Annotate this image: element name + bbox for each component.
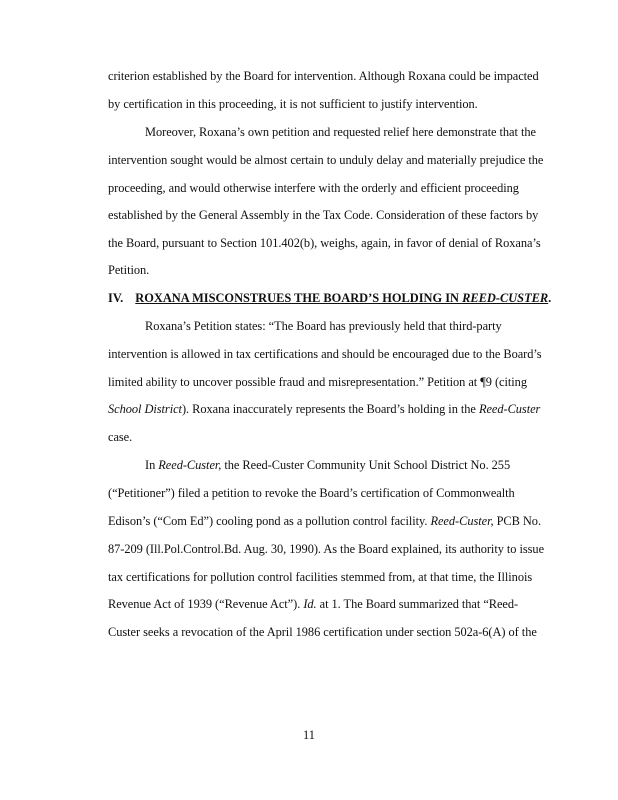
text-line: intervention is allowed in tax certifications and should be encouraged due to the Board’s <box>108 347 542 361</box>
text-line: proceeding, and would otherwise interfere with the orderly and efficient proceeding <box>108 181 519 195</box>
paragraph-start-line: In Reed-Custer, the Reed-Custer Community Unit School District No. 255 <box>145 458 511 472</box>
text-line: (“Petitioner”) filed a petition to revoke the Board’s certification of Commonwealth <box>108 486 515 500</box>
text-line: Revenue Act of 1939 (“Revenue Act”). Id. at 1. The Board summarized that “Reed- <box>108 597 519 611</box>
text-line: the Board, pursuant to Section 101.402(b), weighs, again, in favor of denial of Roxana’s <box>108 236 541 250</box>
text-line: case. <box>108 430 133 444</box>
text-line: Edison’s (“Com Ed”) cooling pond as a pollution control facility. Reed-Custer, PCB No. <box>108 514 541 528</box>
text-line: intervention sought would be almost certain to unduly delay and materially prejudice the <box>108 153 544 167</box>
text-line: limited ability to uncover possible fraud and misrepresentation.” Petition at ¶9 (citing <box>108 375 527 389</box>
text-line: Custer seeks a revocation of the April 1986 certification under section 502a-6(A) of the <box>108 625 537 639</box>
section-heading: IV. ROXANA MISCONSTRUES THE BOARD’S HOLDING IN REED-CUSTER. <box>108 291 552 305</box>
text-line: established by the General Assembly in the Tax Code. Consideration of these factors by <box>108 208 539 222</box>
section-title: ROXANA MISCONSTRUES THE BOARD’S HOLDING IN REED-CUSTER <box>135 291 549 305</box>
text-line: by certification in this proceeding, it is not sufficient to justify intervention. <box>108 97 478 111</box>
text-line: criterion established by the Board for intervention. Although Roxana could be impacted <box>108 69 539 83</box>
page-number: 11 <box>303 728 315 742</box>
section-number: IV. <box>108 291 124 305</box>
text-line: Petition. <box>108 263 150 277</box>
paragraph-start-line: Moreover, Roxana’s own petition and requested relief here demonstrate that the <box>145 125 536 139</box>
text-line: tax certifications for pollution control facilities stemmed from, at that time, the Illinois <box>108 570 533 584</box>
paragraph-start-line: Roxana’s Petition states: “The Board has previously held that third-party <box>145 319 502 333</box>
text-line: 87-209 (Ill.Pol.Control.Bd. Aug. 30, 1990). As the Board explained, its authority to issue <box>108 542 545 556</box>
text-line: School District). Roxana inaccurately represents the Board’s holding in the Reed-Custer <box>108 402 541 416</box>
